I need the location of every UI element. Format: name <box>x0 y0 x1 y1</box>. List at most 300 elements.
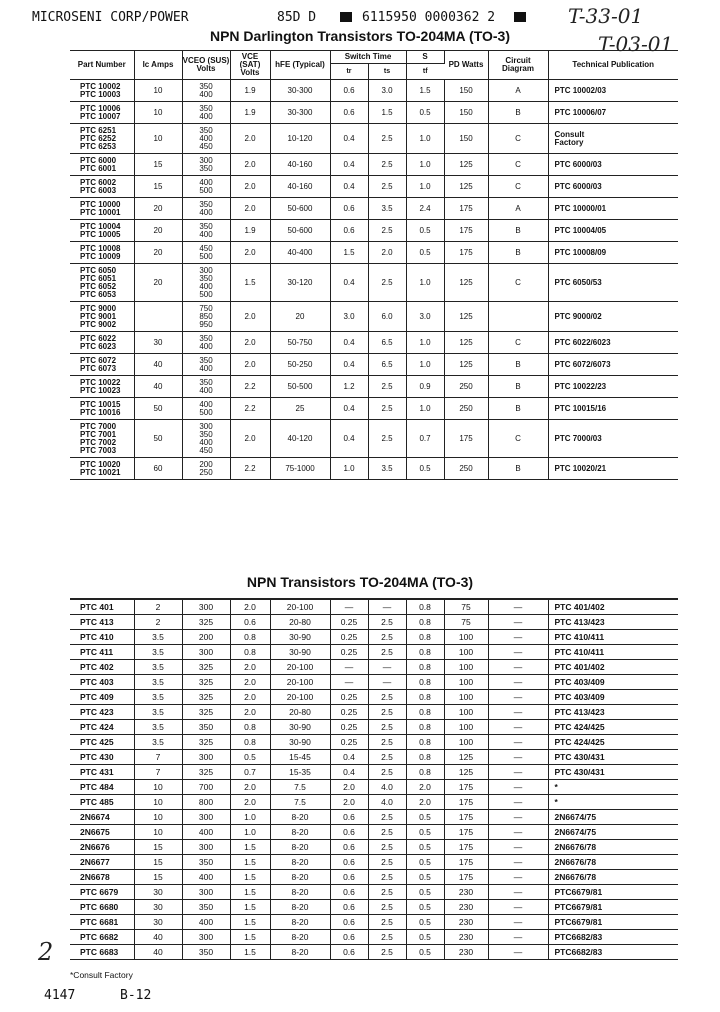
vce-cell: 2.2 <box>230 398 270 420</box>
vceo-cell: 350 <box>182 945 230 960</box>
hfe-cell: 15-45 <box>270 750 330 765</box>
circuit-cell: — <box>488 810 548 825</box>
vceo-cell: 325 <box>182 765 230 780</box>
table-row <box>70 825 678 840</box>
publication-cell: PTC 6072/6073 <box>548 354 678 376</box>
vce-cell: 2.0 <box>230 780 270 795</box>
hfe-cell: 8-20 <box>270 810 330 825</box>
ts-cell: 2.5 <box>368 645 406 660</box>
circuit-cell: — <box>488 855 548 870</box>
publication-cell: PTC 430/431 <box>548 750 678 765</box>
part-number-cell: PTC 10020 PTC 10021 <box>70 458 134 480</box>
table-row <box>70 870 678 885</box>
part-number-cell: PTC 485 <box>70 795 134 810</box>
tr-cell: 1.5 <box>330 242 368 264</box>
tf-cell: 0.8 <box>406 615 444 630</box>
table-row <box>70 915 678 930</box>
ts-cell: 2.5 <box>368 900 406 915</box>
tf-cell: 0.5 <box>406 915 444 930</box>
ic-cell: 40 <box>134 376 182 398</box>
ic-cell: 10 <box>134 80 182 102</box>
ic-cell: 10 <box>134 780 182 795</box>
pd-cell: 100 <box>444 735 488 750</box>
circuit-cell: B <box>488 376 548 398</box>
pd-cell: 230 <box>444 915 488 930</box>
pd-cell: 175 <box>444 420 488 458</box>
circuit-cell: — <box>488 705 548 720</box>
tr-cell: 0.6 <box>330 930 368 945</box>
tf-cell: 0.5 <box>406 840 444 855</box>
ts-cell: 2.5 <box>368 124 406 154</box>
publication-cell: * <box>548 795 678 810</box>
part-number-cell: PTC 10000 PTC 10001 <box>70 198 134 220</box>
publication-cell: PTC 410/411 <box>548 630 678 645</box>
ts-cell: 2.5 <box>368 705 406 720</box>
vceo-cell: 400 <box>182 915 230 930</box>
part-number-cell: PTC 6022 PTC 6023 <box>70 332 134 354</box>
footnote: *Consult Factory <box>70 970 133 980</box>
circuit-cell: — <box>488 840 548 855</box>
part-number-cell: PTC 425 <box>70 735 134 750</box>
col-ts: ts <box>368 64 406 80</box>
tr-cell: 0.6 <box>330 80 368 102</box>
ic-cell: 30 <box>134 332 182 354</box>
part-number-cell: PTC 6679 <box>70 885 134 900</box>
vce-cell: 0.8 <box>230 720 270 735</box>
tf-cell: 0.5 <box>406 885 444 900</box>
tr-cell: 0.25 <box>330 720 368 735</box>
part-number-cell: PTC 413 <box>70 615 134 630</box>
publication-cell: 2N6676/78 <box>548 840 678 855</box>
vce-cell: 2.0 <box>230 660 270 675</box>
vce-cell: 1.5 <box>230 930 270 945</box>
hfe-cell: 20-100 <box>270 599 330 615</box>
ic-cell: 7 <box>134 750 182 765</box>
ts-cell: 2.5 <box>368 765 406 780</box>
vce-cell: 1.5 <box>230 915 270 930</box>
vce-cell: 1.9 <box>230 220 270 242</box>
tf-cell: 0.5 <box>406 102 444 124</box>
ic-cell: 40 <box>134 354 182 376</box>
tr-cell: 0.4 <box>330 765 368 780</box>
publication-cell: PTC 403/409 <box>548 690 678 705</box>
ts-cell: 2.5 <box>368 825 406 840</box>
tr-cell: 0.6 <box>330 885 368 900</box>
pd-cell: 100 <box>444 660 488 675</box>
col-part: Part Number <box>70 51 134 80</box>
tr-cell: 0.25 <box>330 705 368 720</box>
darlington-table <box>70 50 678 480</box>
table-row <box>70 705 678 720</box>
npn-table <box>70 598 678 960</box>
tr-cell: — <box>330 599 368 615</box>
vce-cell: 1.5 <box>230 840 270 855</box>
table-row <box>70 398 678 420</box>
vce-cell: 0.5 <box>230 750 270 765</box>
vce-cell: 0.6 <box>230 615 270 630</box>
tf-cell: 1.0 <box>406 154 444 176</box>
circuit-cell: — <box>488 825 548 840</box>
publication-cell: PTC 6000/03 <box>548 154 678 176</box>
col-switch-time: Switch Time <box>330 51 406 64</box>
hfe-cell: 30-90 <box>270 735 330 750</box>
vce-cell: 0.8 <box>230 645 270 660</box>
vceo-cell: 300 <box>182 810 230 825</box>
hfe-cell: 50-750 <box>270 332 330 354</box>
tf-cell: 0.5 <box>406 458 444 480</box>
vce-cell: 0.7 <box>230 765 270 780</box>
tr-cell: 0.6 <box>330 900 368 915</box>
table-row <box>70 945 678 960</box>
vce-cell: 2.0 <box>230 198 270 220</box>
tr-cell: 0.25 <box>330 645 368 660</box>
ts-cell: 2.0 <box>368 242 406 264</box>
ic-cell: 3.5 <box>134 675 182 690</box>
pd-cell: 175 <box>444 870 488 885</box>
tf-cell: 0.8 <box>406 765 444 780</box>
vce-cell: 2.0 <box>230 242 270 264</box>
vce-cell: 2.0 <box>230 332 270 354</box>
publication-cell: * <box>548 780 678 795</box>
vceo-cell: 350 400 <box>182 198 230 220</box>
ic-cell: 30 <box>134 885 182 900</box>
circuit-cell: — <box>488 599 548 615</box>
vce-cell: 0.8 <box>230 735 270 750</box>
part-number-cell: PTC 6251 PTC 6252 PTC 6253 <box>70 124 134 154</box>
vceo-cell: 325 <box>182 615 230 630</box>
part-number-cell: 2N6677 <box>70 855 134 870</box>
table-row <box>70 645 678 660</box>
circuit-cell: — <box>488 660 548 675</box>
part-number-cell: PTC 402 <box>70 660 134 675</box>
vceo-cell: 350 400 <box>182 102 230 124</box>
tr-cell: 0.4 <box>330 750 368 765</box>
ts-cell: 2.5 <box>368 690 406 705</box>
tr-cell: 0.4 <box>330 354 368 376</box>
col-vceo: VCEO (SUS) Volts <box>182 51 230 80</box>
table-row <box>70 302 678 332</box>
ic-cell: 60 <box>134 458 182 480</box>
publication-cell: 2N6674/75 <box>548 810 678 825</box>
hfe-cell: 8-20 <box>270 930 330 945</box>
vce-cell: 2.0 <box>230 354 270 376</box>
vceo-cell: 400 500 <box>182 176 230 198</box>
tr-cell: 0.6 <box>330 102 368 124</box>
part-number-cell: PTC 10004 PTC 10005 <box>70 220 134 242</box>
ts-cell: 3.0 <box>368 80 406 102</box>
tf-cell: 0.5 <box>406 220 444 242</box>
ts-cell: 2.5 <box>368 930 406 945</box>
ts-cell: 2.5 <box>368 870 406 885</box>
page-number-left: 4147 <box>44 988 76 1003</box>
doc-code-2: 6115950 0000362 2 <box>362 10 496 25</box>
tf-cell: 0.8 <box>406 630 444 645</box>
ts-cell: 2.5 <box>368 885 406 900</box>
hfe-cell: 30-90 <box>270 720 330 735</box>
publication-cell: 2N6674/75 <box>548 825 678 840</box>
vce-cell: 2.0 <box>230 420 270 458</box>
vceo-cell: 325 <box>182 735 230 750</box>
vceo-cell: 400 <box>182 870 230 885</box>
circuit-cell: — <box>488 915 548 930</box>
pd-cell: 125 <box>444 302 488 332</box>
vceo-cell: 700 <box>182 780 230 795</box>
hfe-cell: 50-250 <box>270 354 330 376</box>
ic-cell: 40 <box>134 945 182 960</box>
part-number-cell: PTC 6682 <box>70 930 134 945</box>
table-row <box>70 376 678 398</box>
ts-cell: — <box>368 599 406 615</box>
ts-cell: 2.5 <box>368 720 406 735</box>
tr-cell: 1.2 <box>330 376 368 398</box>
part-number-cell: PTC 6680 <box>70 900 134 915</box>
pd-cell: 100 <box>444 675 488 690</box>
part-number-cell: PTC 424 <box>70 720 134 735</box>
circuit-cell: — <box>488 780 548 795</box>
ic-cell: 3.5 <box>134 630 182 645</box>
ts-cell: — <box>368 675 406 690</box>
table-row <box>70 720 678 735</box>
table-row <box>70 900 678 915</box>
vceo-cell: 400 <box>182 825 230 840</box>
publication-cell: PTC6679/81 <box>548 915 678 930</box>
col-switch-unit: S <box>406 51 444 64</box>
tf-cell: 0.7 <box>406 420 444 458</box>
ts-cell: 2.5 <box>368 855 406 870</box>
pd-cell: 75 <box>444 599 488 615</box>
ts-cell: 2.5 <box>368 398 406 420</box>
ts-cell: 2.5 <box>368 945 406 960</box>
circuit-cell: A <box>488 80 548 102</box>
tf-cell: 0.5 <box>406 930 444 945</box>
vceo-cell: 350 <box>182 900 230 915</box>
tf-cell: 1.0 <box>406 398 444 420</box>
handwritten-note-top: T-33-01 <box>568 4 644 28</box>
tr-cell: 0.4 <box>330 332 368 354</box>
vceo-cell: 350 <box>182 855 230 870</box>
table-row <box>70 242 678 264</box>
pd-cell: 250 <box>444 458 488 480</box>
ic-cell: 7 <box>134 765 182 780</box>
header-row <box>70 51 678 64</box>
vce-cell: 1.5 <box>230 885 270 900</box>
tf-cell: 1.0 <box>406 124 444 154</box>
table-row <box>70 765 678 780</box>
hfe-cell: 50-600 <box>270 198 330 220</box>
ic-cell: 50 <box>134 420 182 458</box>
hfe-cell: 40-160 <box>270 154 330 176</box>
tr-cell: 3.0 <box>330 302 368 332</box>
pd-cell: 125 <box>444 765 488 780</box>
circuit-cell: B <box>488 220 548 242</box>
ic-cell: 10 <box>134 810 182 825</box>
tr-cell: 0.4 <box>330 398 368 420</box>
table-row <box>70 840 678 855</box>
vce-cell: 1.5 <box>230 855 270 870</box>
hfe-cell: 7.5 <box>270 795 330 810</box>
part-number-cell: PTC 430 <box>70 750 134 765</box>
ic-cell: 3.5 <box>134 660 182 675</box>
ts-cell: 4.0 <box>368 795 406 810</box>
table-row <box>70 690 678 705</box>
publication-cell: PTC 430/431 <box>548 765 678 780</box>
col-hfe: hFE (Typical) <box>270 51 330 80</box>
hfe-cell: 20-80 <box>270 705 330 720</box>
pd-cell: 230 <box>444 945 488 960</box>
vceo-cell: 300 <box>182 930 230 945</box>
part-number-cell: PTC 423 <box>70 705 134 720</box>
vce-cell: 1.0 <box>230 810 270 825</box>
publication-cell: PTC 7000/03 <box>548 420 678 458</box>
circuit-cell: C <box>488 176 548 198</box>
publication-cell: PTC 9000/02 <box>548 302 678 332</box>
vce-cell: 0.8 <box>230 630 270 645</box>
table-row <box>70 198 678 220</box>
tf-cell: 0.8 <box>406 675 444 690</box>
ic-cell: 10 <box>134 825 182 840</box>
table-row <box>70 810 678 825</box>
vce-cell: 2.0 <box>230 302 270 332</box>
vceo-cell: 400 500 <box>182 398 230 420</box>
publication-cell: PTC 424/425 <box>548 735 678 750</box>
ic-cell: 10 <box>134 102 182 124</box>
ic-cell: 10 <box>134 124 182 154</box>
handwritten-note-right: T-03-01 <box>598 32 674 56</box>
vce-cell: 1.5 <box>230 945 270 960</box>
hfe-cell: 40-400 <box>270 242 330 264</box>
part-number-cell: PTC 410 <box>70 630 134 645</box>
tr-cell: 0.25 <box>330 690 368 705</box>
publication-cell: PTC 10022/23 <box>548 376 678 398</box>
circuit-cell: — <box>488 945 548 960</box>
pd-cell: 250 <box>444 398 488 420</box>
black-block-mark <box>340 12 352 22</box>
table-row <box>70 599 678 615</box>
part-number-cell: PTC 10022 PTC 10023 <box>70 376 134 398</box>
vce-cell: 2.0 <box>230 176 270 198</box>
ic-cell: 15 <box>134 176 182 198</box>
hfe-cell: 50-500 <box>270 376 330 398</box>
publication-cell: 2N6676/78 <box>548 870 678 885</box>
vceo-cell: 300 <box>182 599 230 615</box>
pd-cell: 175 <box>444 780 488 795</box>
vceo-cell: 300 350 <box>182 154 230 176</box>
publication-cell: PTC 10006/07 <box>548 102 678 124</box>
part-number-cell: PTC 401 <box>70 599 134 615</box>
hfe-cell: 7.5 <box>270 780 330 795</box>
circuit-cell: — <box>488 885 548 900</box>
pd-cell: 175 <box>444 242 488 264</box>
part-number-cell: PTC 10015 PTC 10016 <box>70 398 134 420</box>
pd-cell: 175 <box>444 810 488 825</box>
ts-cell: 2.5 <box>368 154 406 176</box>
vceo-cell: 300 350 400 450 <box>182 420 230 458</box>
hfe-cell: 8-20 <box>270 840 330 855</box>
publication-cell: PTC 413/423 <box>548 705 678 720</box>
ic-cell: 15 <box>134 855 182 870</box>
part-number-cell: PTC 7000 PTC 7001 PTC 7002 PTC 7003 <box>70 420 134 458</box>
ts-cell: 2.5 <box>368 264 406 302</box>
hfe-cell: 40-160 <box>270 176 330 198</box>
pd-cell: 125 <box>444 332 488 354</box>
vceo-cell: 300 <box>182 840 230 855</box>
ts-cell: 6.5 <box>368 332 406 354</box>
vce-cell: 1.0 <box>230 825 270 840</box>
tf-cell: 0.5 <box>406 900 444 915</box>
part-number-cell: 2N6678 <box>70 870 134 885</box>
part-number-cell: 2N6675 <box>70 825 134 840</box>
circuit-cell: C <box>488 332 548 354</box>
tf-cell: 0.5 <box>406 945 444 960</box>
vce-cell: 2.0 <box>230 795 270 810</box>
tr-cell: 0.25 <box>330 615 368 630</box>
tr-cell: 0.25 <box>330 630 368 645</box>
pd-cell: 125 <box>444 354 488 376</box>
ts-cell: 2.5 <box>368 615 406 630</box>
hfe-cell: 20-80 <box>270 615 330 630</box>
tf-cell: 1.0 <box>406 176 444 198</box>
publication-cell: PTC 6000/03 <box>548 176 678 198</box>
col-circuit: Circuit Diagram <box>488 51 548 80</box>
ts-cell: 2.5 <box>368 220 406 242</box>
vceo-cell: 300 <box>182 885 230 900</box>
pd-cell: 100 <box>444 705 488 720</box>
vce-cell: 1.9 <box>230 80 270 102</box>
table-row <box>70 675 678 690</box>
pd-cell: 175 <box>444 220 488 242</box>
tr-cell: 0.6 <box>330 870 368 885</box>
hfe-cell: 8-20 <box>270 945 330 960</box>
publication-cell: PTC 401/402 <box>548 599 678 615</box>
pd-cell: 125 <box>444 750 488 765</box>
ts-cell: 6.0 <box>368 302 406 332</box>
hfe-cell: 50-600 <box>270 220 330 242</box>
pd-cell: 100 <box>444 690 488 705</box>
margin-handwritten-mark: 2 <box>38 938 54 966</box>
pd-cell: 100 <box>444 630 488 645</box>
tf-cell: 1.0 <box>406 354 444 376</box>
pd-cell: 230 <box>444 885 488 900</box>
tr-cell: 0.25 <box>330 735 368 750</box>
ts-cell: 4.0 <box>368 780 406 795</box>
hfe-cell: 8-20 <box>270 825 330 840</box>
pd-cell: 125 <box>444 264 488 302</box>
vce-cell: 2.0 <box>230 599 270 615</box>
table-row <box>70 354 678 376</box>
vceo-cell: 350 400 <box>182 80 230 102</box>
pd-cell: 125 <box>444 176 488 198</box>
table-row <box>70 750 678 765</box>
circuit-cell: — <box>488 795 548 810</box>
vceo-cell: 200 250 <box>182 458 230 480</box>
ic-cell: 3.5 <box>134 720 182 735</box>
publication-cell: PTC 10004/05 <box>548 220 678 242</box>
hfe-cell: 20 <box>270 302 330 332</box>
tr-cell: 0.6 <box>330 825 368 840</box>
circuit-cell: — <box>488 900 548 915</box>
tf-cell: 0.5 <box>406 855 444 870</box>
part-number-cell: PTC 6683 <box>70 945 134 960</box>
tf-cell: 0.8 <box>406 660 444 675</box>
publication-cell: 2N6676/78 <box>548 855 678 870</box>
hfe-cell: 8-20 <box>270 915 330 930</box>
pd-cell: 175 <box>444 855 488 870</box>
tf-cell: 0.8 <box>406 720 444 735</box>
vce-cell: 2.0 <box>230 154 270 176</box>
col-pd: PD Watts <box>444 51 488 80</box>
vceo-cell: 450 500 <box>182 242 230 264</box>
vceo-cell: 350 400 450 <box>182 124 230 154</box>
